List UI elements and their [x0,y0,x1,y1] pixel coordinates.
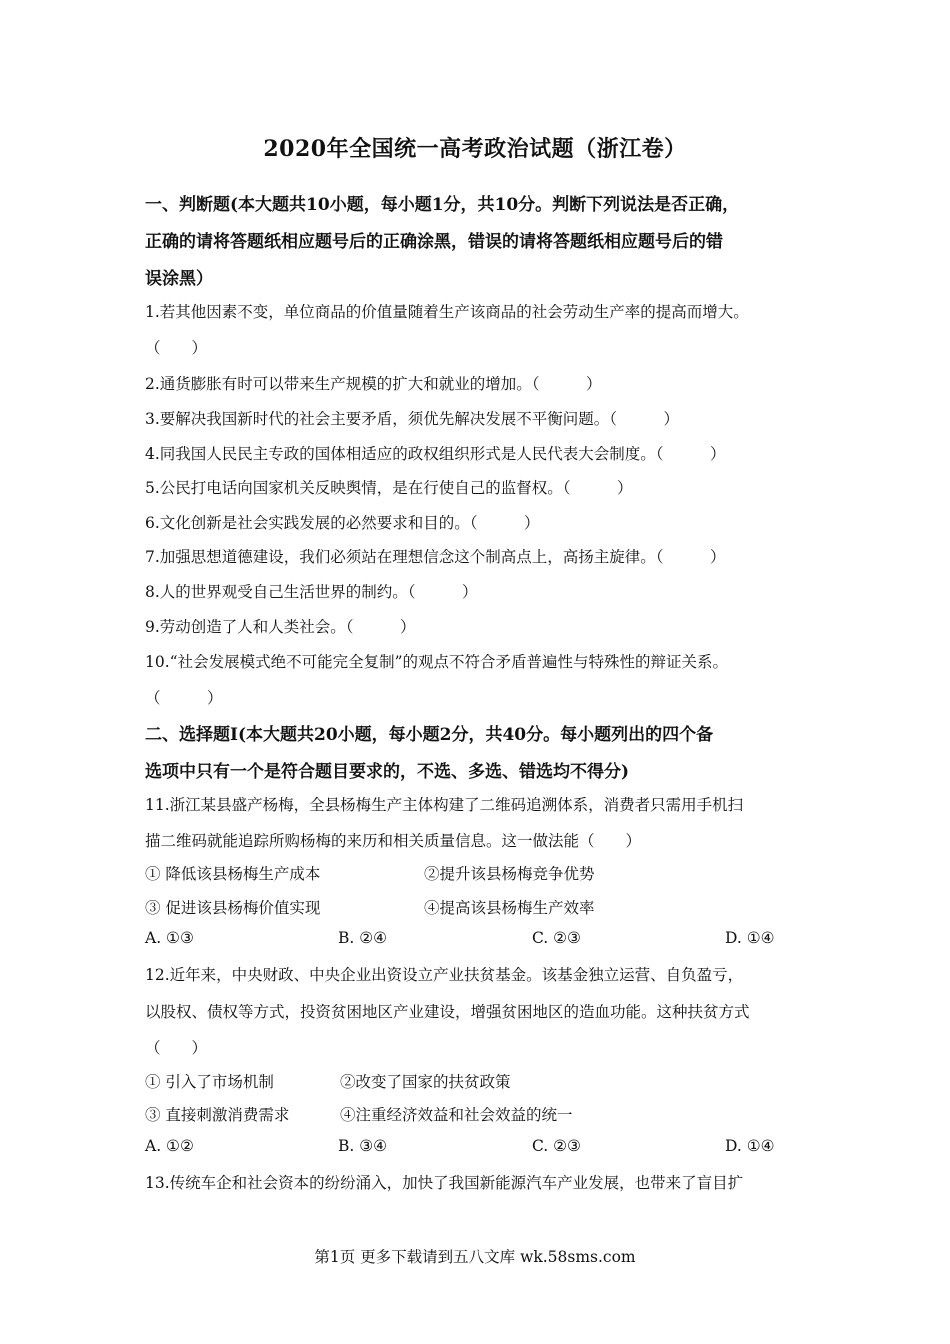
section1-line-3: 误涂黑） [145,269,213,289]
q12-item-4: ④注重经济效益和社会效益的统一 [340,1106,573,1124]
q12-choice-a: A. ①② [145,1137,194,1155]
q11-item-3: ③ 促进该县杨梅价值实现 [145,899,321,917]
q12-stem-2: 以股权、债权等方式，投资贫困地区产业建设，增强贫困地区的造血功能。这种扶贫方式 [145,1003,750,1021]
page-footer: 第1页 更多下载请到五八文库 wk.58sms.com [314,1248,636,1266]
q11-item-4: ④提高该县杨梅生产效率 [424,899,595,917]
judgment-6: 6.文化创新是社会实践发展的必然要求和目的。（ ） [145,514,540,532]
q12-stem-3: （ ） [145,1039,208,1057]
q12-item-3: ③ 直接刺激消费需求 [145,1106,290,1124]
judgment-9: 9.劳动创造了人和人类社会。（ ） [145,618,416,636]
q12-choice-b: B. ③④ [338,1137,388,1155]
q11-choice-b: B. ②④ [338,929,388,947]
judgment-5: 5.公民打电话向国家机关反映舆情，是在行使自己的监督权。（ ） [145,479,633,497]
q12-choice-c: C. ②③ [532,1137,581,1155]
q11-stem-1: 11.浙江某县盛产杨梅，全县杨梅生产主体构建了二维码追溯体系，消费者只需用手机扫 [145,796,744,814]
judgment-1-answer: （ ） [145,339,208,357]
judgment-3: 3.要解决我国新时代的社会主要矛盾，须优先解决发展不平衡问题。（ ） [145,410,680,428]
q12-choice-d: D. ①④ [725,1137,775,1155]
section2-line-1: 二、选择题Ⅰ(本大题共20小题，每小题2分，共40分。每小题列出的四个备 [145,725,714,745]
judgment-1: 1.若其他因素不变，单位商品的价值量随着生产该商品的社会劳动生产率的提高而增大。 [145,303,749,321]
q12-stem-1: 12.近年来，中央财政、中央企业出资设立产业扶贫基金。该基金独立运营、自负盈亏， [145,966,744,984]
section1-line-1: 一、判断题(本大题共10小题，每小题1分，共10分。判断下列说法是否正确， [145,195,740,215]
judgment-10-answer: （ ） [145,689,223,707]
q11-choice-a: A. ①③ [145,929,194,947]
q12-item-2: ②改变了国家的扶贫政策 [340,1073,511,1091]
judgment-2: 2.通货膨胀有时可以带来生产规模的扩大和就业的增加。（ ） [145,375,602,393]
judgment-7: 7.加强思想道德建设，我们必须站在理想信念这个制高点上，高扬主旋律。（ ） [145,548,726,566]
section2-line-2: 选项中只有一个是符合题目要求的，不选、多选、错选均不得分) [145,762,630,782]
page-title: 2020年全国统一高考政治试题（浙江卷） [263,136,687,162]
judgment-10: 10.“社会发展模式绝不可能完全复制”的观点不符合矛盾普遍性与特殊性的辩证关系。 [145,653,729,671]
q11-item-1: ① 降低该县杨梅生产成本 [145,865,321,883]
judgment-4: 4.同我国人民民主专政的国体相适应的政权组织形式是人民代表大会制度。（ ） [145,445,726,463]
q12-item-1: ① 引入了市场机制 [145,1073,274,1091]
judgment-8: 8.人的世界观受自己生活世界的制约。（ ） [145,583,478,601]
q11-choice-c: C. ②③ [532,929,581,947]
q11-stem-2: 描二维码就能追踪所购杨梅的来历和相关质量信息。这一做法能（ ） [145,832,642,850]
q11-item-2: ②提升该县杨梅竞争优势 [424,865,595,883]
section1-line-2: 正确的请将答题纸相应题号后的正确涂黑，错误的请将答题纸相应题号后的错 [145,232,723,252]
q13-stem-1: 13.传统车企和社会资本的纷纷涌入，加快了我国新能源汽车产业发展，也带来了盲目扩 [145,1174,744,1192]
q11-choice-d: D. ①④ [725,929,775,947]
